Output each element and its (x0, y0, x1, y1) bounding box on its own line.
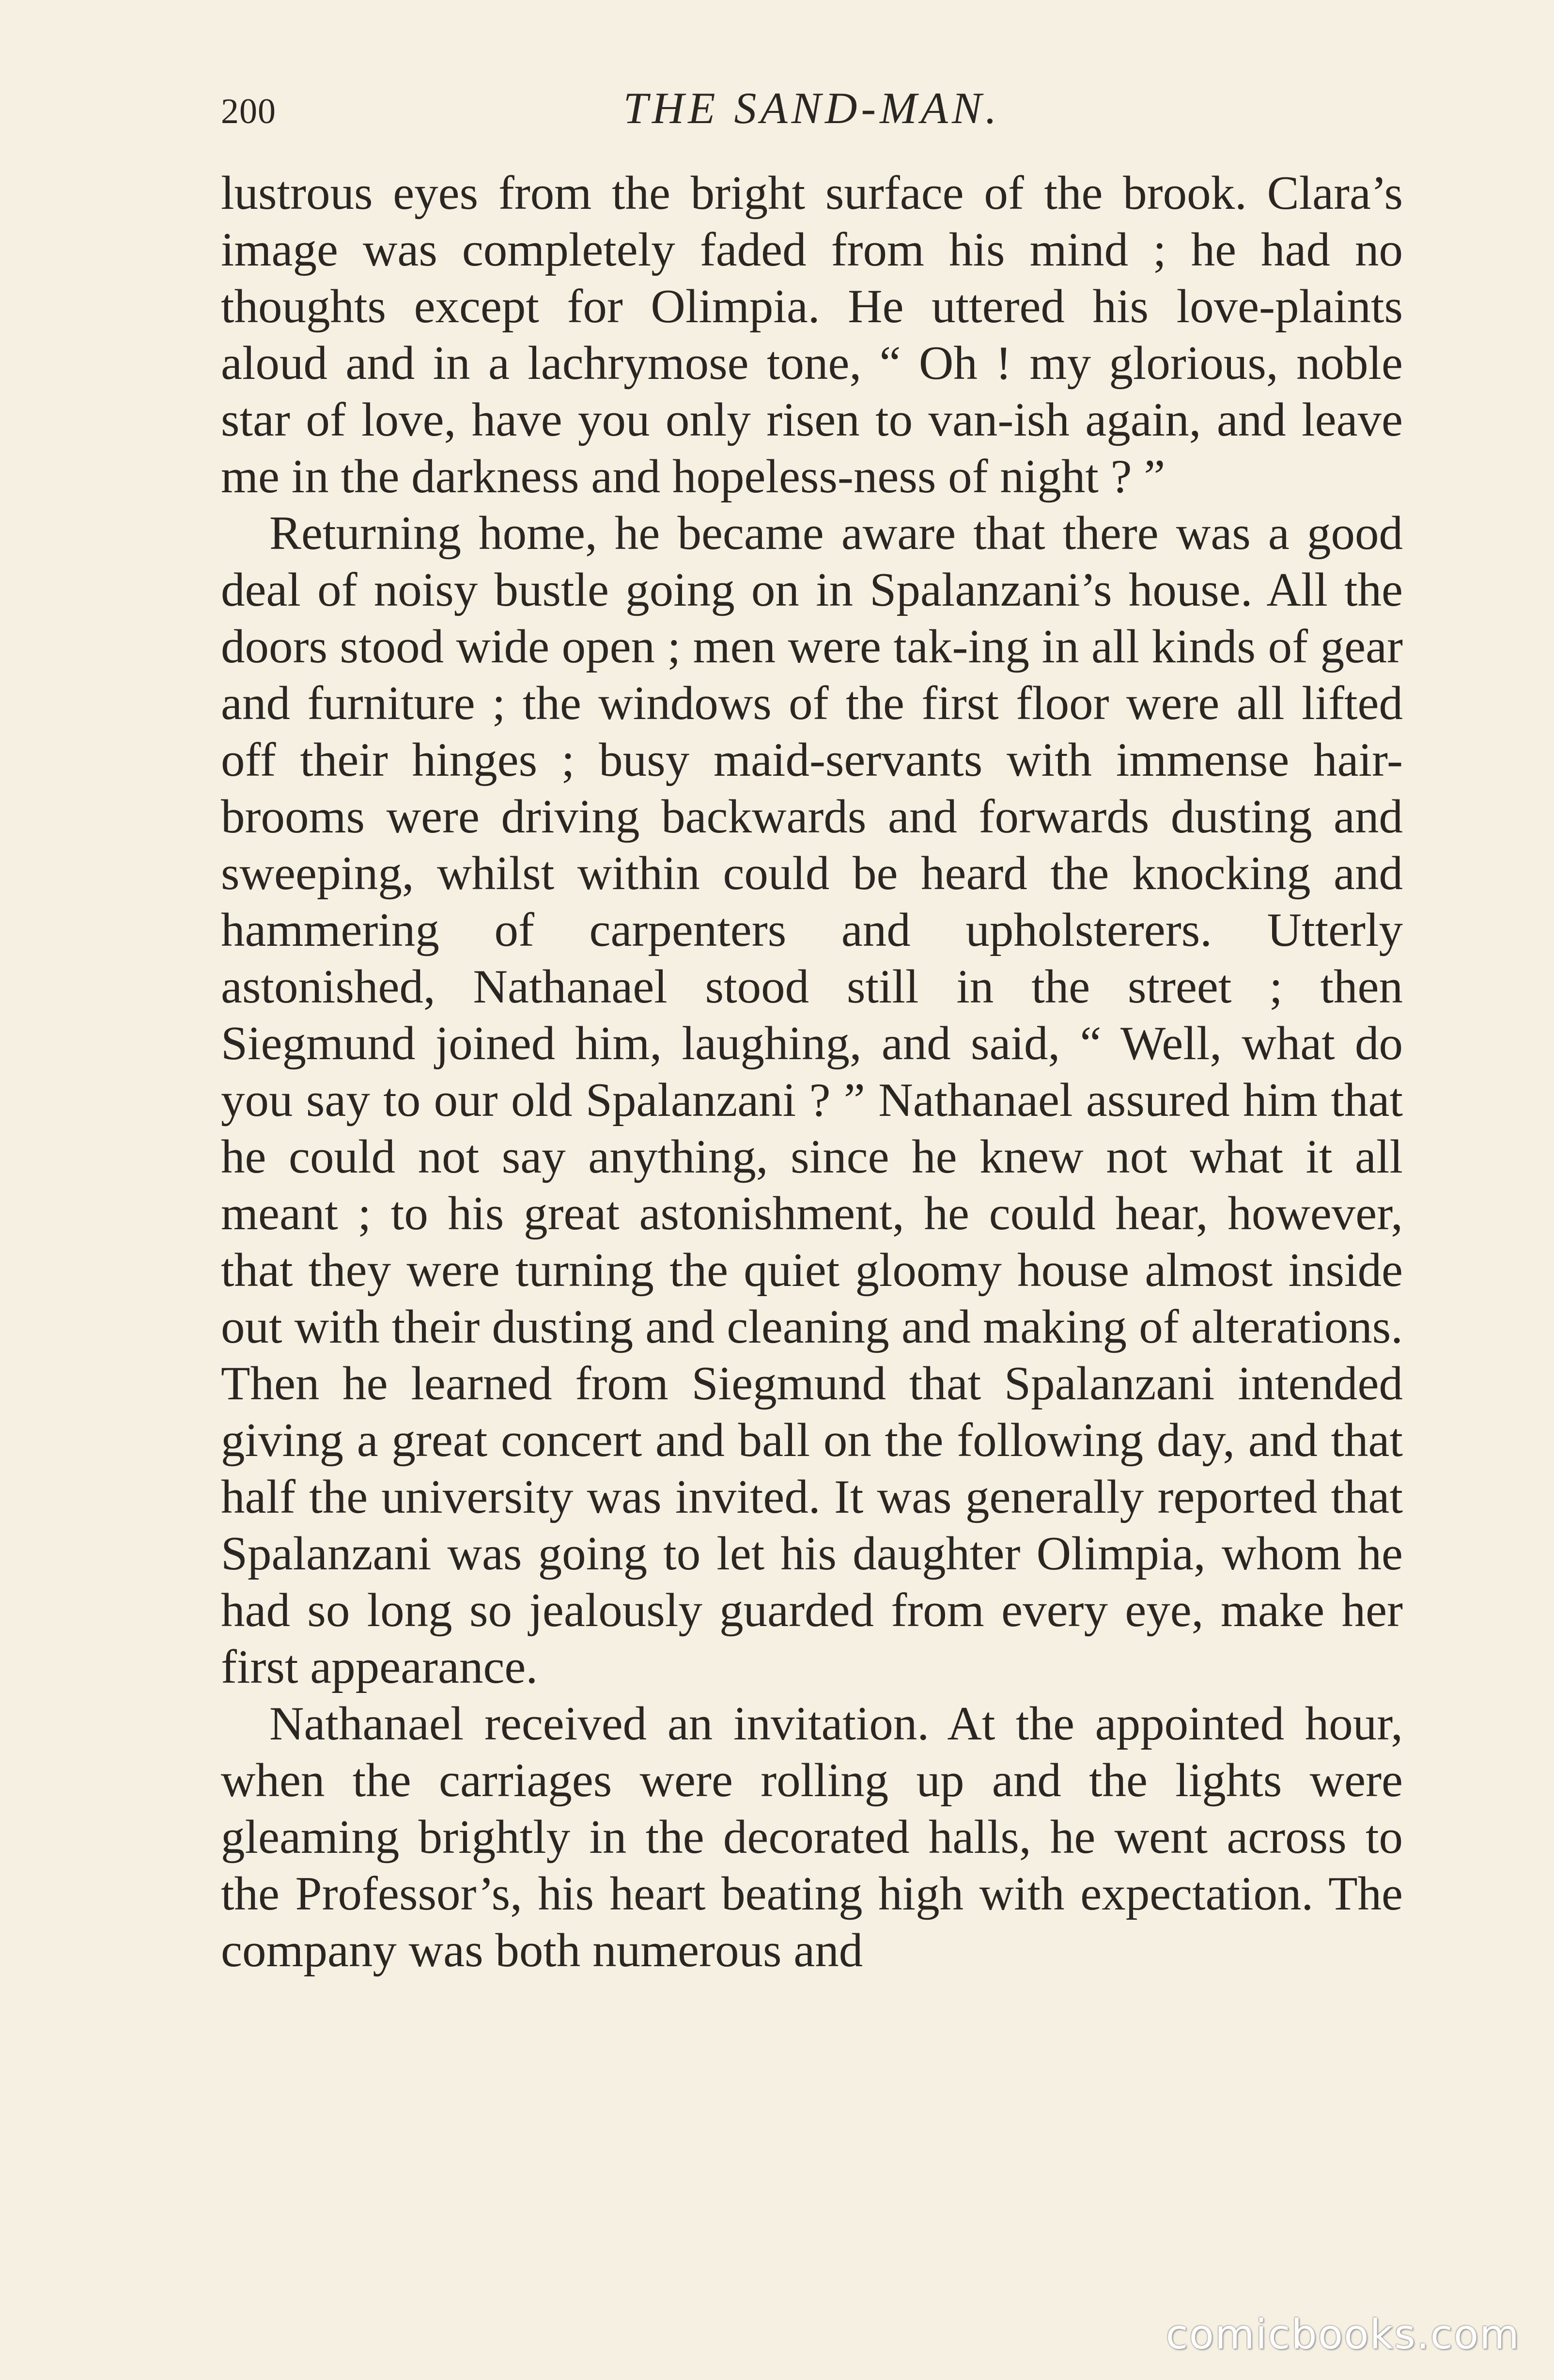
body-text (221, 165, 1403, 1979)
paragraph-continuation: lustrous eyes from the bright surface of the brook. Clara’s image was completely faded from his mind ; he had no thoughts except for Olimpia. He uttered his love-plaints aloud and in a lachrymose tone, “ Oh ! my glorious, noble star of love, have you only risen to van-ish again, and leave me in the darkness and hopeless-ness of night ? ” (221, 167, 1403, 503)
watermark-logo: comicbooks.com (1166, 2311, 1520, 2358)
page-number: 200 (221, 92, 276, 131)
page-header (221, 82, 1403, 136)
paragraph-invitation: Nathanael received an invitation. At the appointed hour, when the carriages were rolling up and the lights were gleaming brightly in the decorated halls, he went across to the Professor’s, his heart beating high with expectation. The company was both numerous and (221, 1697, 1403, 1977)
running-title: THE SAND-MAN. (623, 83, 1001, 133)
paragraph-returning-home: Returning home, he became aware that there was a good deal of noisy bustle going on in Spalanzani’s house. All the doors stood wide open ; men were tak-ing in all kinds of gear and furniture ; the windows of the first floor were all lifted off their hinges ; busy maid-servants with immense hair-brooms were driving backwards and forwards dusting and sweeping, whilst within could be heard the knocking and hammering of carpenters and upholsterers. Utterly astonished, Nathanael stood still in the street ; then Siegmund joined him, laughing, and said, “ Well, what do you say to our old Spalanzani ? ” Nathanael assured him that he could not say anything, since he knew not what it all meant ; to his great astonishment, he could hear, however, that they were turning the quiet gloomy house almost inside out with their dusting and cleaning and making of alterations. Then he learned from Siegmund that Spalanzani intended giving a great concert and ball on the following day, and that half the university was invited. It was generally reported that Spalanzani was going to let his daughter Olimpia, whom he had so long so jealously guarded from every eye, make her first appearance. (221, 507, 1403, 1693)
